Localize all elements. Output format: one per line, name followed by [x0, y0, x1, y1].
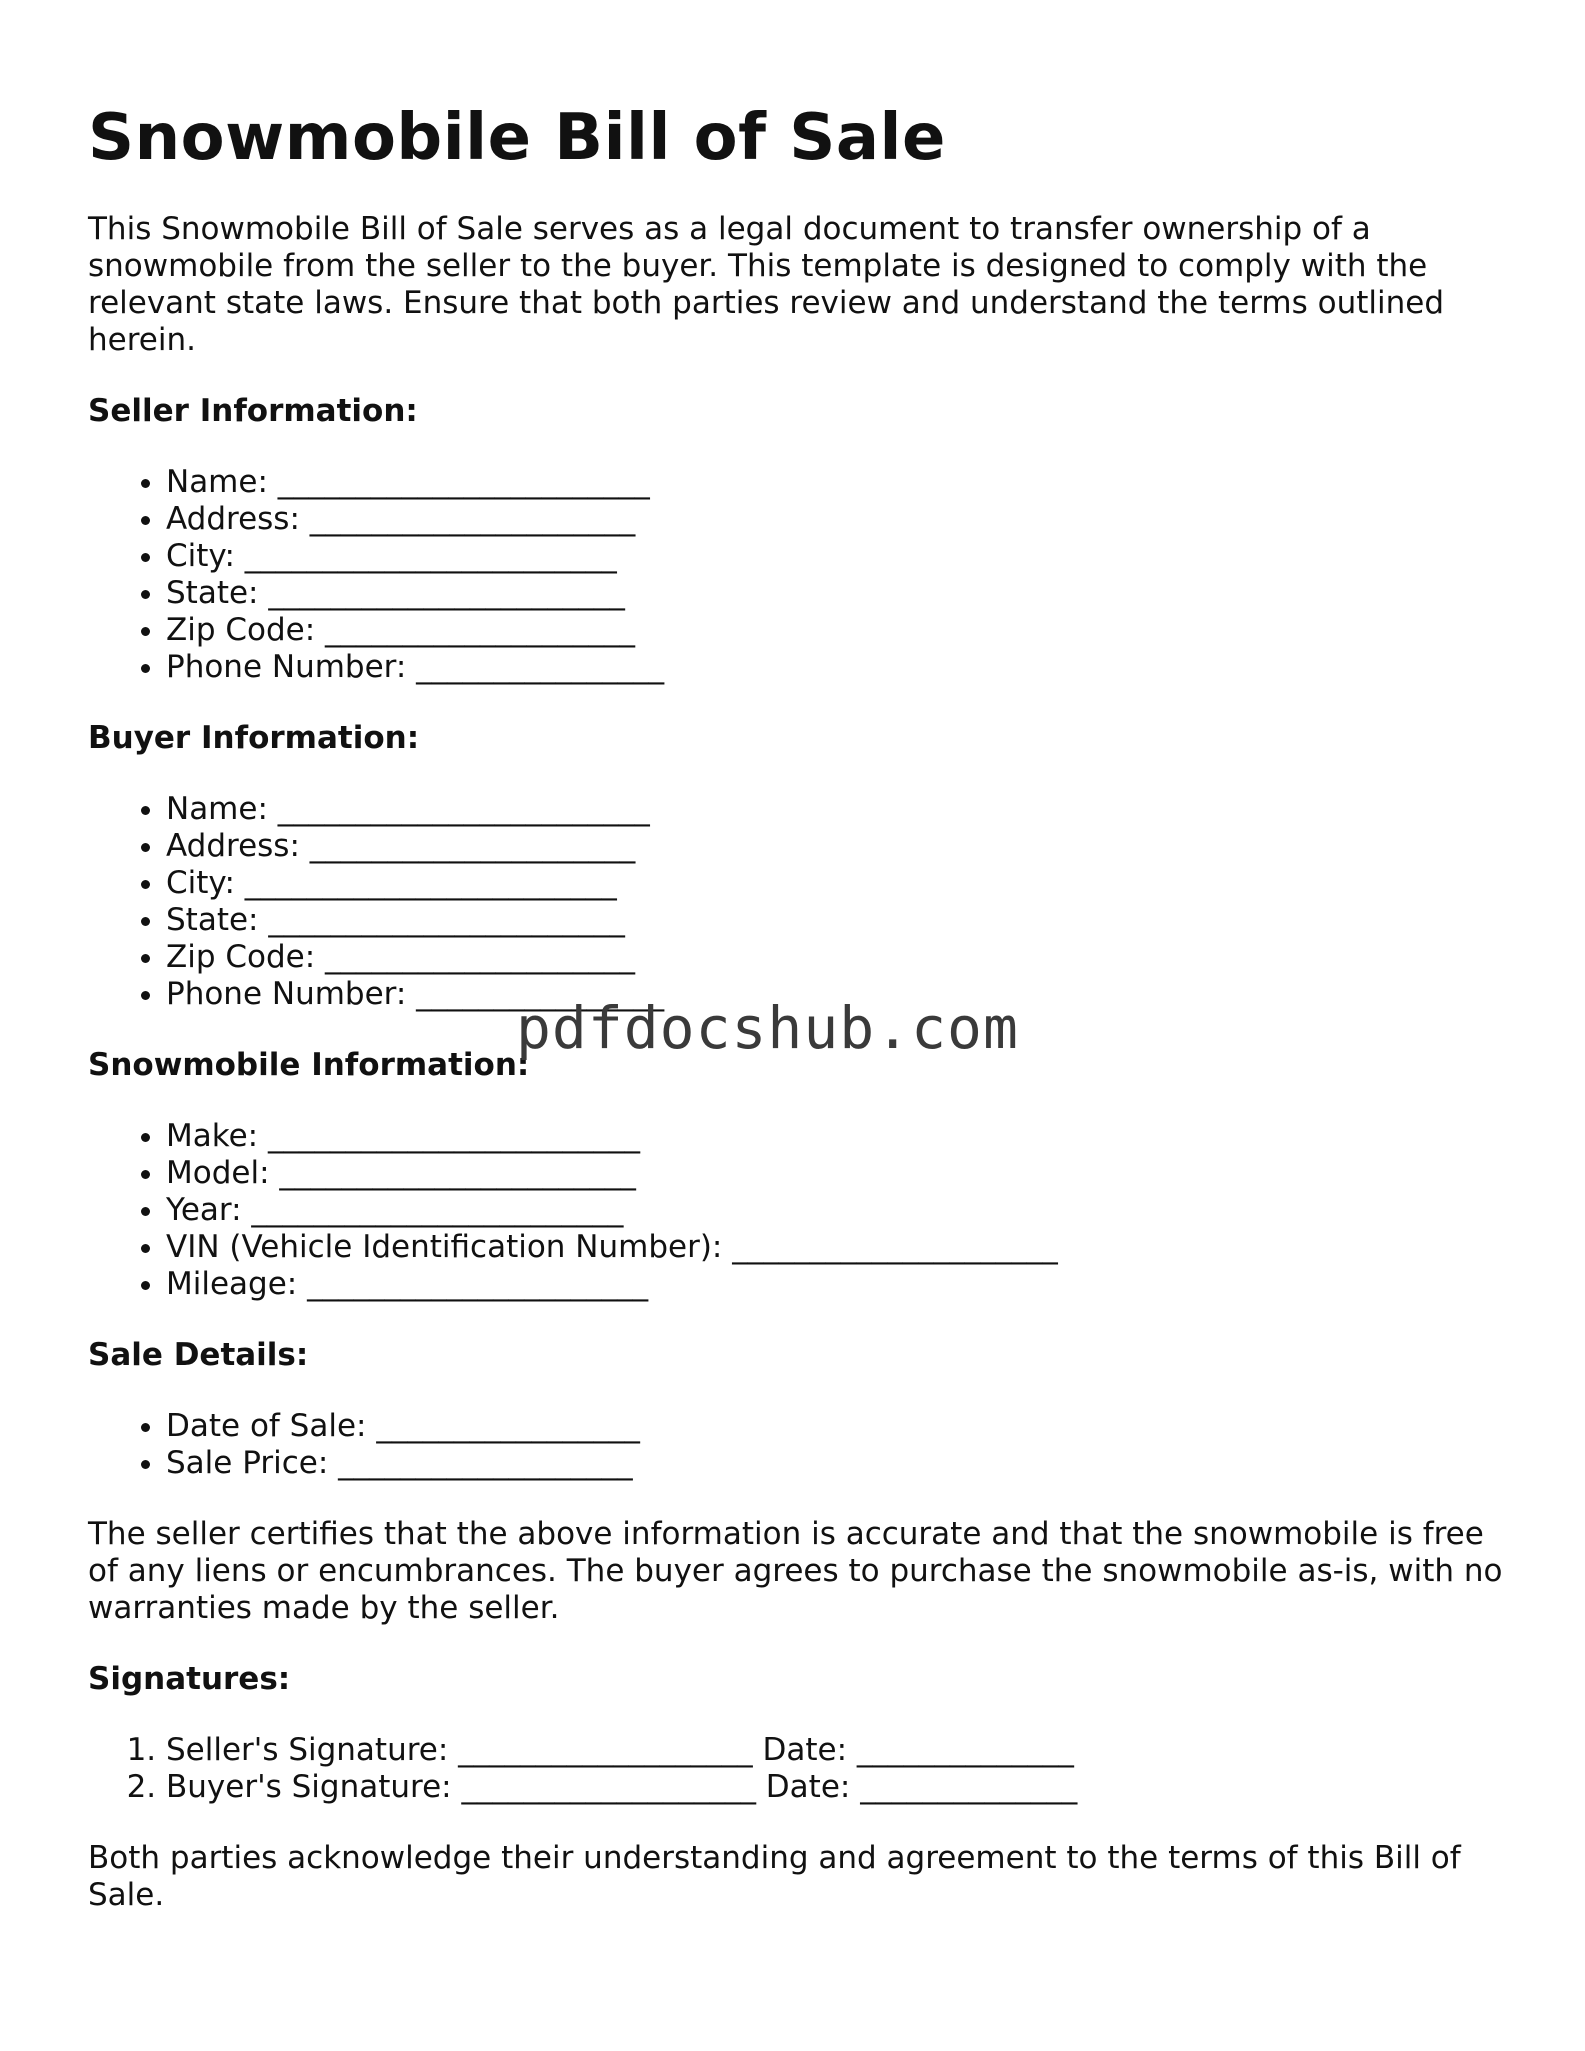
- seller-address-field: • Address: _____________________: [166, 501, 1508, 538]
- buyer-address-field: • Address: _____________________: [166, 828, 1508, 865]
- seller-list: [88, 464, 1508, 686]
- buyer-heading: Buyer Information:: [88, 719, 420, 756]
- sale-list: [88, 1408, 1508, 1482]
- document-title: Snowmobile Bill of Sale: [88, 101, 946, 175]
- snowmobile-vin-field: • VIN (Vehicle Identification Number): _____________________: [166, 1229, 1508, 1266]
- signatures-list: [88, 1732, 1508, 1806]
- certification-paragraph: The seller certifies that the above information is accurate and that the snowmobile is free of any liens or encumbrances. The buyer agrees to purchase the snowmobile as-is, with no warranties made by the seller.: [88, 1515, 1503, 1626]
- buyer-list: [88, 791, 1508, 1013]
- buyer-city-field: • City: ________________________: [166, 865, 1508, 902]
- buyer-state-field: • State: _______________________: [166, 902, 1508, 939]
- snowmobile-mileage-field: • Mileage: ______________________: [166, 1266, 1508, 1303]
- buyer-zip-field: • Zip Code: ____________________: [166, 939, 1508, 976]
- seller-state-field: • State: _______________________: [166, 575, 1508, 612]
- buyer-signature-line: 2. Buyer's Signature: ___________________ Date: ______________: [166, 1769, 1508, 1806]
- snowmobile-make-field: • Make: ________________________: [166, 1118, 1508, 1155]
- sale-heading: Sale Details:: [88, 1336, 309, 1373]
- buyer-name-field: • Name: ________________________: [166, 791, 1508, 828]
- snowmobile-model-field: • Model: _______________________: [166, 1155, 1508, 1192]
- intro-paragraph: This Snowmobile Bill of Sale serves as a legal document to transfer ownership of a snowmobile from the seller to the buyer. This template is designed to comply with the relevant state laws. Ensure that both parties review and understand the terms outlined herein.: [88, 210, 1444, 358]
- watermark: pdfdocshub.com: [516, 994, 1019, 1062]
- document-page: [88, 100, 1508, 1948]
- closing-paragraph: Both parties acknowledge their understanding and agreement to the terms of this Bill of Sale.: [88, 1839, 1461, 1913]
- sale-date-field: • Date of Sale: _________________: [166, 1408, 1508, 1445]
- seller-heading: Seller Information:: [88, 392, 418, 429]
- sale-price-field: • Sale Price: ___________________: [166, 1445, 1508, 1482]
- seller-phone-field: • Phone Number: ________________: [166, 649, 1508, 686]
- seller-zip-field: • Zip Code: ____________________: [166, 612, 1508, 649]
- buyer-phone-field: • Phone Number: ________________: [166, 976, 1508, 1013]
- snowmobile-year-field: • Year: ________________________: [166, 1192, 1508, 1229]
- seller-signature-line: 1. Seller's Signature: ___________________ Date: ______________: [166, 1732, 1508, 1769]
- seller-city-field: • City: ________________________: [166, 538, 1508, 575]
- seller-name-field: • Name: ________________________: [166, 464, 1508, 501]
- signatures-heading: Signatures:: [88, 1660, 291, 1697]
- snowmobile-heading: Snowmobile Information:: [88, 1046, 530, 1083]
- snowmobile-list: [88, 1118, 1508, 1303]
